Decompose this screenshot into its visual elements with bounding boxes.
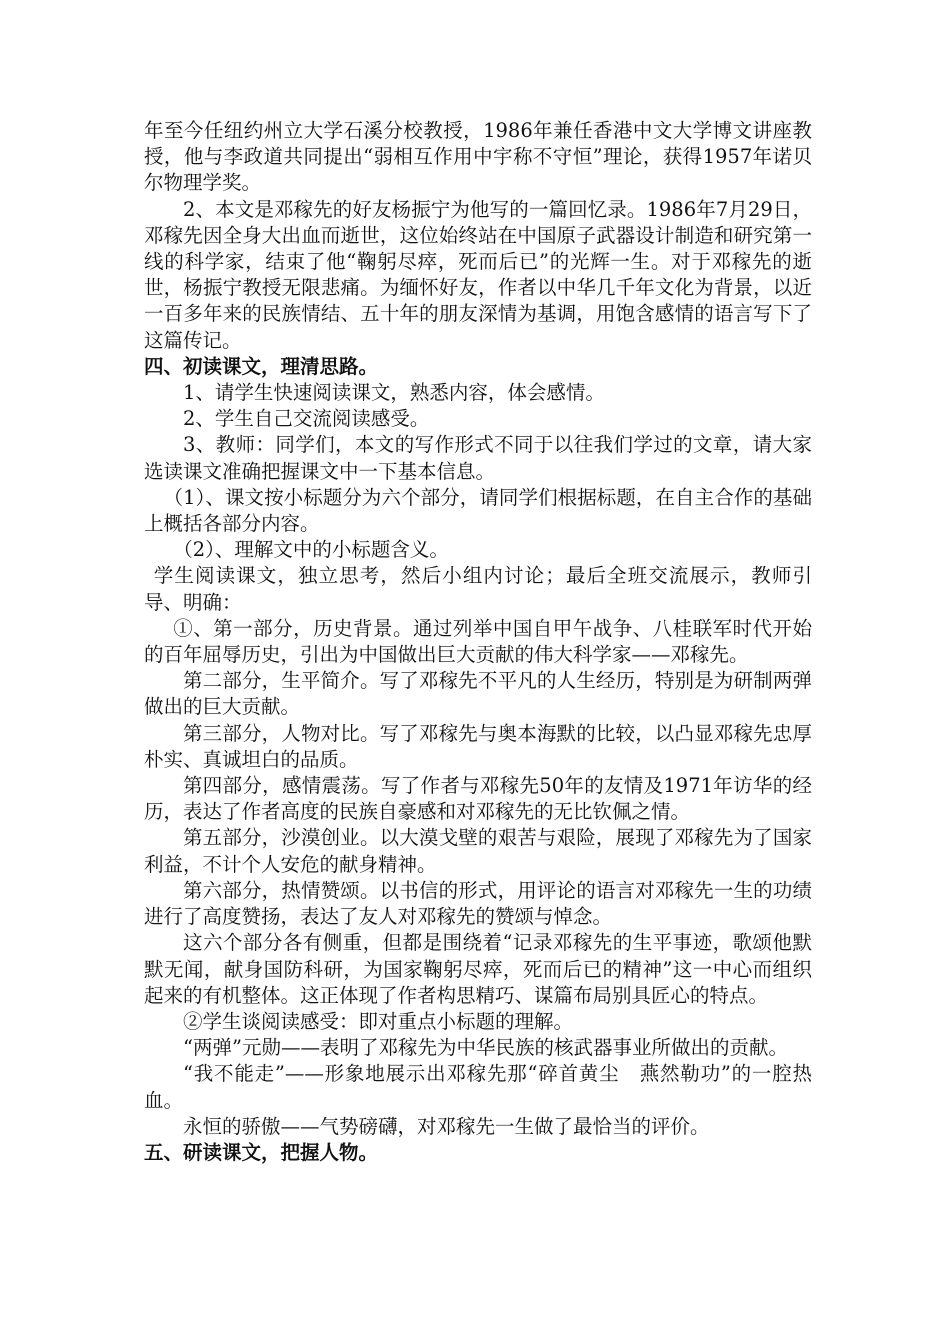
section-heading-5: 五、研读课文，把握人物。 (144, 1140, 379, 1164)
subtitle-eternal-pride: 永恒的骄傲——气势磅礴，对邓稼先一生做了最恰当的评价。 (183, 1114, 710, 1138)
part-3: 第三部分，人物对比。写了邓稼先与奥本海默的比较，以凸显邓稼先忠厚朴实、真诚坦白的品质。 (144, 721, 812, 771)
part-2: 第二部分，生平简介。写了邓稼先不平凡的人生经历，特别是为研制两弹做出的巨大贡献。 (144, 669, 812, 719)
paragraph-author-bio: 年至今任纽约州立大学石溪分校教授，1986年兼任香港中文大学博文讲座教授，他与李政道共同提出“弱相互作用中宇称不守恒”理论，获得1957年诺贝尔物理学奖。 (144, 119, 812, 195)
subtitle-two-bombs: “两弹”元勋——表明了邓稼先为中华民族的核武器事业所做出的贡献。 (183, 1036, 788, 1060)
student-activity: 学生阅读课文，独立思考，然后小组内讨论；最后全班交流展示，教师引导、明确： (144, 564, 812, 614)
document-page (144, 118, 812, 1166)
subtitle-cannot-leave: “我不能走”——形象地展示出邓稼先那“碎首黄尘 燕然勒功”的一腔热血。 (144, 1062, 812, 1112)
task-2: （2）、理解文中的小标题含义。 (173, 538, 449, 562)
part-4: 第四部分，感情震荡。写了作者与邓稼先50年的友情及1971年访华的经历，表达了作者高度的民族自豪感和对邓稼先的无比钦佩之情。 (144, 774, 812, 824)
step-1: 1、请学生快速阅读课文，熟悉内容，体会感情。 (183, 381, 605, 405)
task-1: （1）、课文按小标题分为六个部分，请同学们根据标题，在自主合作的基础上概括各部分内容。 (144, 485, 812, 536)
paragraph-background: 2、本文是邓稼先的好友杨振宁为他写的一篇回忆录。1986年7月29日，邓稼先因全身大出血而逝世，这位始终站在中国原子武器设计制造和研究第一线的科学家，结束了他“鞠躬尽瘁，死而后已”的光辉一生。对于邓稼先的逝世，杨振宁教授无限悲痛。为缅怀好友，作者以中华几千年文化为背景，以近一百多年来的民族情结、五十年的朋友深情为基调，用饱含感情的语言写下了这篇传记。 (144, 197, 812, 352)
part-5: 第五部分，沙漠创业。以大漠戈壁的艰苦与艰险，展现了邓稼先为了国家利益，不计个人安危的献身精神。 (144, 826, 812, 876)
section-heading-4: 四、初读课文，理清思路。 (144, 354, 379, 378)
part-6: 第六部分，热情赞颂。以书信的形式，用评论的语言对邓稼先一生的功绩进行了高度赞扬，表达了友人对邓稼先的赞颂与悼念。 (144, 878, 812, 929)
summary-paragraph: 这六个部分各有侧重，但都是围绕着“记录邓稼先的生平事迹，歌颂他默默无闻，献身国防科研，为国家鞠躬尽瘁，死而后已的精神”这一中心而组织起来的有机整体。这正体现了作者构思精巧、谋篇布局别具匠心的特点。 (144, 931, 812, 1007)
part-1: ①、第一部分，历史背景。通过列举中国自甲午战争、八桂联军时代开始的百年屈辱历史，引出为中国做出巨大贡献的伟大科学家——邓稼先。 (144, 616, 812, 667)
reading-feelings: ②学生谈阅读感受：即对重点小标题的理解。 (183, 1009, 574, 1033)
step-3: 3、教师：同学们，本文的写作形式不同于以往我们学过的文章，请大家选读课文准确把握课文中一下基本信息。 (144, 433, 812, 483)
step-2: 2、学生自己交流阅读感受。 (183, 407, 430, 431)
